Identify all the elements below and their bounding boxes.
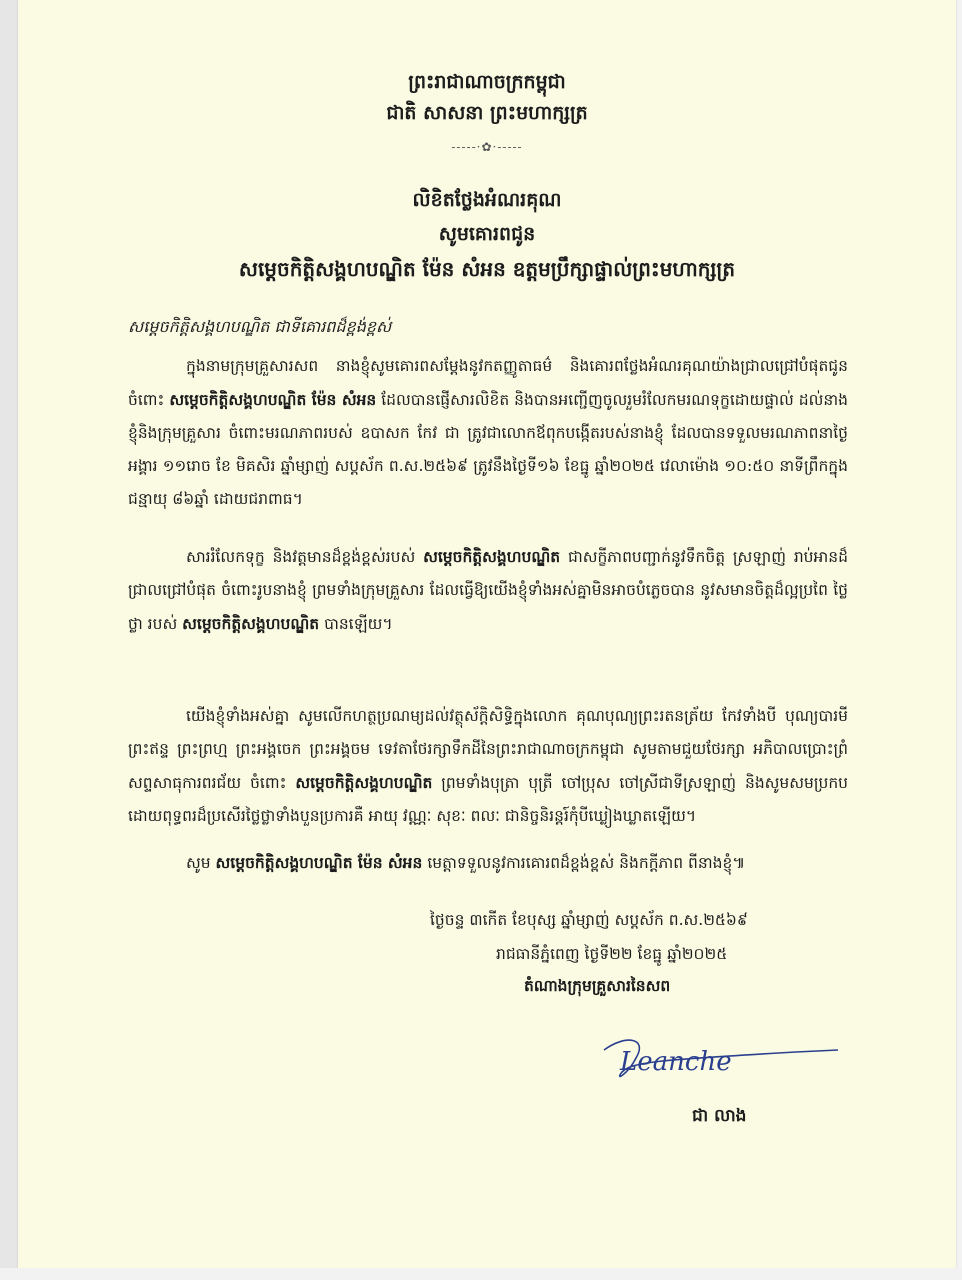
recipient-name-1: សម្តេចកិត្តិសង្គហបណ្ឌិត ម៉ែន សំអន [169, 390, 377, 409]
national-motto: ជាតិ សាសនា ព្រះមហាក្សត្រ [386, 102, 588, 124]
recipient-line: សម្តេចកិត្តិសង្គហបណ្ឌិត ម៉ែន សំអន ឧត្តមប្រឹក្សាផ្ទាល់ព្រះមហាក្សត្រ [238, 257, 736, 281]
paragraph-4 [128, 846, 848, 880]
paragraph-2-text-b: ជាសក្ខីភាពបញ្ជាក់នូវទឹកចិត្ត ស្រឡាញ់ រាប់អានដ៏ជ្រាលជ្រៅបំផុត ចំពោះរូបនាងខ្ញុំ ព្រមទាំងក្រុមគ្រួសារ ដែលធ្វើឱ្យយើងខ្ញុំទាំងអស់គ្នាមិនអាចបំភ្លេចបាន នូវសមានចិត្តដ៏ល្អប្រពៃ ថ្លៃថ្លា របស់ [128, 548, 848, 633]
paragraph-2-text-a: សាររំលែកទុក្ខ និងវត្តមានដ៏ខ្ពង់ខ្ពស់របស់ [186, 548, 416, 566]
scan-left-edge [0, 0, 18, 1280]
place-and-date: រាជធានីភ្នំពេញ ថ្ងៃទី២២ ខែធ្នូ ឆ្នាំ២០២៥ [496, 945, 728, 963]
recipient-title-4: សម្តេចកិត្តិសង្គហបណ្ឌិត [295, 773, 433, 792]
paragraph-4-text-b: មេត្តាទទួលនូវការគោរពដ៏ខ្ពង់ខ្ពស់ និងកក្តីភាព ពីនាងខ្ញុំ៕ [427, 854, 746, 872]
family-representative: តំណាងក្រុមគ្រួសារនៃសព [524, 976, 671, 995]
paragraph-3-text-b: ព្រមទាំងបុត្រា បុត្រី ចៅប្រុស ចៅស្រីជាទីស្រឡាញ់ និងសូមសមប្រកបដោយពុទ្ធពរដ៏ប្រសើរថ្លៃថ្លាទាំងបួនប្រការគឺ អាយុ វណ្ណៈ សុខៈ ពលៈ ជានិច្ចនិរន្តរ៍កុំបីឃ្លៀងឃ្លាតឡើយ។ [128, 774, 848, 825]
scan-bottom-edge [0, 1268, 962, 1280]
letter-page [18, 0, 956, 1268]
paragraph-2 [128, 540, 848, 641]
recipient-name-5: សម្តេចកិត្តិសង្គហបណ្ឌិត ម៉ែន សំអន [215, 853, 423, 872]
paragraph-4-text-a: សូម [186, 854, 211, 872]
signature-scrawl: Leanche [620, 1047, 732, 1077]
paragraph-3-text-a: យើងខ្ញុំទាំងអស់គ្នា សូមលើកហត្ថប្រណម្យដល់វត្ថុស័ក្តិសិទ្ធិក្នុងលោក គុណបុណ្យព្រះរតនត្រ័យ កែវទាំងបី បុណ្យបារមីព្រះឥន្ទ ព្រះព្រហ្ម ព្រះអង្គចេក ព្រះអង្គចម ទេវតាថែរក្សាទឹកដីនៃព្រះរាជាណាចក្រកម្ពុជា សូមតាមជួយថែរក្សា អភិបាលប្រោះព្រំសព្ទសាធុការពរជ័យ ចំពោះ [128, 707, 848, 792]
header-ornament: -----·✿·----- [451, 140, 523, 154]
paragraph-3 [128, 700, 848, 833]
letter-addressed-to: សូមគោរពជូន [438, 223, 536, 245]
recipient-title-2: សម្តេចកិត្តិសង្គហបណ្ឌិត [423, 547, 561, 566]
handwritten-signature [596, 1028, 846, 1088]
signer-name: ជា លាង [692, 1106, 747, 1126]
lunar-date: ថ្ងៃចន្ទ ៣កើត ខែបុស្ស ឆ្នាំម្សាញ់ សប្តស័ក ព.ស.២៥៦៩ [430, 911, 748, 929]
paragraph-2-text-c: បានឡើយ។ [324, 615, 393, 633]
kingdom-header: ព្រះរាជាណាចក្រកម្ពុជា [408, 71, 566, 93]
letter-title: លិខិតថ្លែងអំណរគុណ [412, 189, 562, 211]
recipient-title-3: សម្តេចកិត្តិសង្គហបណ្ឌិត [182, 614, 320, 633]
paragraph-1-text-a: ក្នុងនាមក្រុមគ្រួសារសព នាងខ្ញុំសូមគោរពសម្តែងនូវកតញ្ញូតាធម៌ និងគោរពថ្លែងអំណរគុណយ៉ាងជ្រាលជ្រៅបំផុតជូនចំពោះ [128, 357, 848, 409]
paragraph-1-text-b: ដែលបានផ្ញើសារលិខិត និងបានអញ្ជើញចូលរួមរំលែកមរណទុក្ខដោយផ្ទាល់ ដល់នាងខ្ញុំនិងក្រុមគ្រួសារ ចំពោះមរណភាពរបស់ ឧបាសក កែវ ជា ត្រូវជាលោកឪពុកបង្កើតរបស់នាងខ្ញុំ ដែលបានទទួលមរណភាពនាថ្ងៃអង្គារ ១១រោច ខែ មិគសិរ ឆ្នាំម្សាញ់ សប្តស័ក ព.ស.២៥៦៩ ត្រូវនឹងថ្ងៃទី១៦ ខែធ្នូ ឆ្នាំ២០២៥ វេលាម៉ោង ១០:៥០ នាទីព្រឹកក្នុង ជន្មាយុ ៨៦ឆ្នាំ ដោយជរាពាធ។ [128, 391, 848, 508]
salutation: សម្តេចកិត្តិសង្គហបណ្ឌិត ជាទីគោរពដ៏ខ្ពង់ខ្ពស់ [128, 317, 392, 336]
paragraph-1 [128, 350, 848, 516]
